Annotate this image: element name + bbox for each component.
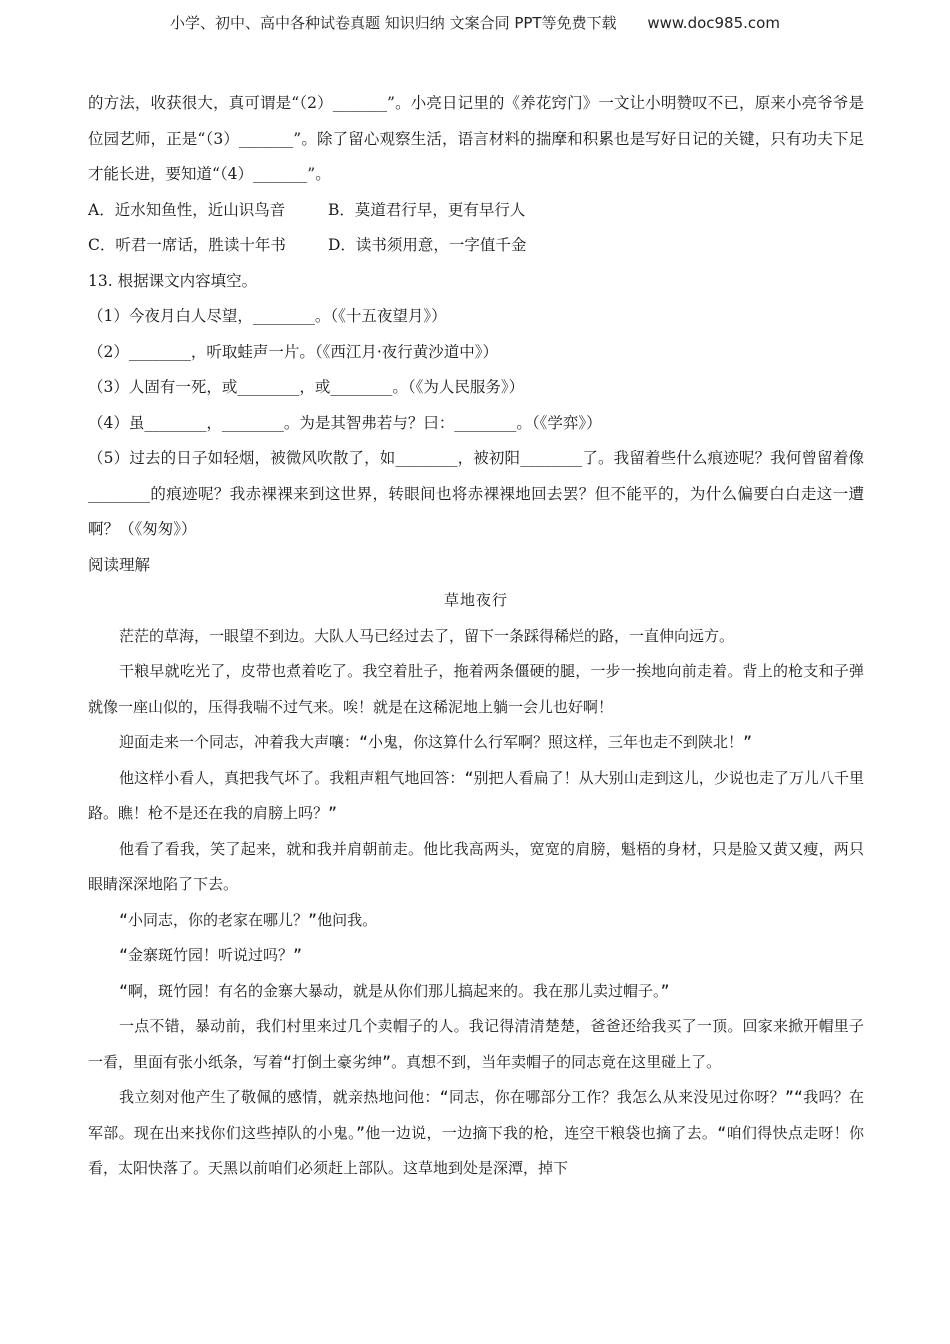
option-a: A．近水知鱼性，近山识鸟音	[88, 200, 286, 219]
q13-item-4: （4）虽________，________。为是其智弗若与？曰：________。（《学弈》）	[88, 413, 602, 432]
passage-paragraph: 迎面走来一个同志，冲着我大声嚷：“小鬼，你这算什么行军啊？照这样，三年也走不到陕北！”	[119, 733, 753, 751]
passage-title: 草地夜行	[443, 591, 508, 609]
q12-paragraph: 的方法，收获很大，真可谓是“（2）_______”。小亮日记里的《养花窍门》一文让小明赞叹不已，原来小亮爷爷是位园艺师，正是“（3）_______”。除了留心观察生活，语言材料的揣摩和积累也是写好日记的关键，只有功夫下足才能长进，要知道“（4）_______”。	[88, 94, 864, 183]
q13-item-2: （2）________，听取蛙声一片。（《西江月·夜行黄沙道中》）	[88, 342, 499, 361]
passage-paragraph: 他这样小看人，真把我气坏了。我粗声粗气地回答：“别把人看扁了！从大别山走到这儿，少说也走了万儿八千里路。瞧！枪不是还在我的肩膀上吗？”	[88, 768, 864, 822]
option-d: D．读书须用意，一字值千金	[328, 236, 527, 254]
passage-paragraph: 他看了看我，笑了起来，就和我并肩朝前走。他比我高两头，宽宽的肩膀，魁梧的身材，只是脸又黄又瘦，两只眼睛深深地陷了下去。	[88, 839, 864, 893]
document-body	[88, 86, 864, 1187]
q13-item-5: （5）过去的日子如轻烟，被微风吹散了，如________，被初阳________了。我留着些什么痕迹呢？我何曾留着像________的痕迹呢？我赤裸裸来到这世界，转眼间也将赤裸裸地回去罢？但不能平的，为什么偏要白白走这一遭啊？（《匆匆》）	[88, 449, 864, 538]
passage-paragraph: “小同志，你的老家在哪儿？”他问我。	[119, 910, 378, 929]
q12-options-row-1	[88, 193, 864, 229]
passage-paragraph: “啊，斑竹园！有名的金寨大暴动，就是从你们那儿搞起来的。我在那儿卖过帽子。”	[119, 981, 670, 1000]
q13-item-3: （3）人固有一死，或________，或________。（《为人民服务》）	[88, 378, 525, 396]
option-c: C．听君一席话，胜读十年书	[88, 236, 286, 254]
q13-title: 13. 根据课文内容填空。	[88, 271, 258, 290]
q13-item-1: （1）今夜月白人尽望，________。（《十五夜望月》）	[88, 307, 447, 325]
q12-options-row-2	[88, 228, 864, 264]
reading-section-label: 阅读理解	[88, 555, 151, 574]
passage-paragraph: 一点不错，暴动前，我们村里来过几个卖帽子的人。我记得清清楚楚，爸爸还给我买了一顶。回家来掀开帽里子一看，里面有张小纸条，写着“打倒土豪劣绅”。真想不到，当年卖帽子的同志竟在这里碰上了。	[88, 1017, 864, 1071]
reading-passage	[88, 583, 864, 1187]
option-b: B．莫道君行早，更有早行人	[328, 200, 526, 219]
passage-paragraph: 茫茫的草海，一眼望不到边。大队人马已经过去了，留下一条踩得稀烂的路，一直伸向远方。	[119, 626, 735, 645]
passage-paragraph: 干粮早就吃光了，皮带也煮着吃了。我空着肚子，拖着两条僵硬的腿，一步一挨地向前走着。背上的枪支和子弹就像一座山似的，压得我喘不过气来。唉！就是在这稀泥地上躺一会儿也好啊！	[88, 662, 864, 716]
page-header	[0, 12, 950, 33]
header-text: 小学、初中、高中各种试卷真题 知识归纳 文案合同 PPT等免费下载	[170, 14, 617, 32]
passage-paragraph: “金寨斑竹园！听说过吗？”	[119, 946, 303, 964]
header-url[interactable]: www.doc985.com	[647, 14, 780, 32]
passage-paragraph: 我立刻对他产生了敬佩的感情，就亲热地问他：“同志，你在哪部分工作？我怎么从来没见过你呀？”“我吗？在军部。现在出来找你们这些掉队的小鬼。”他一边说，一边摘下我的枪，连空干粮袋也摘了去。“咱们得快点走呀！你看，太阳快落了。天黑以前咱们必须赶上部队。这草地到处是深潭，掉下	[88, 1088, 864, 1177]
